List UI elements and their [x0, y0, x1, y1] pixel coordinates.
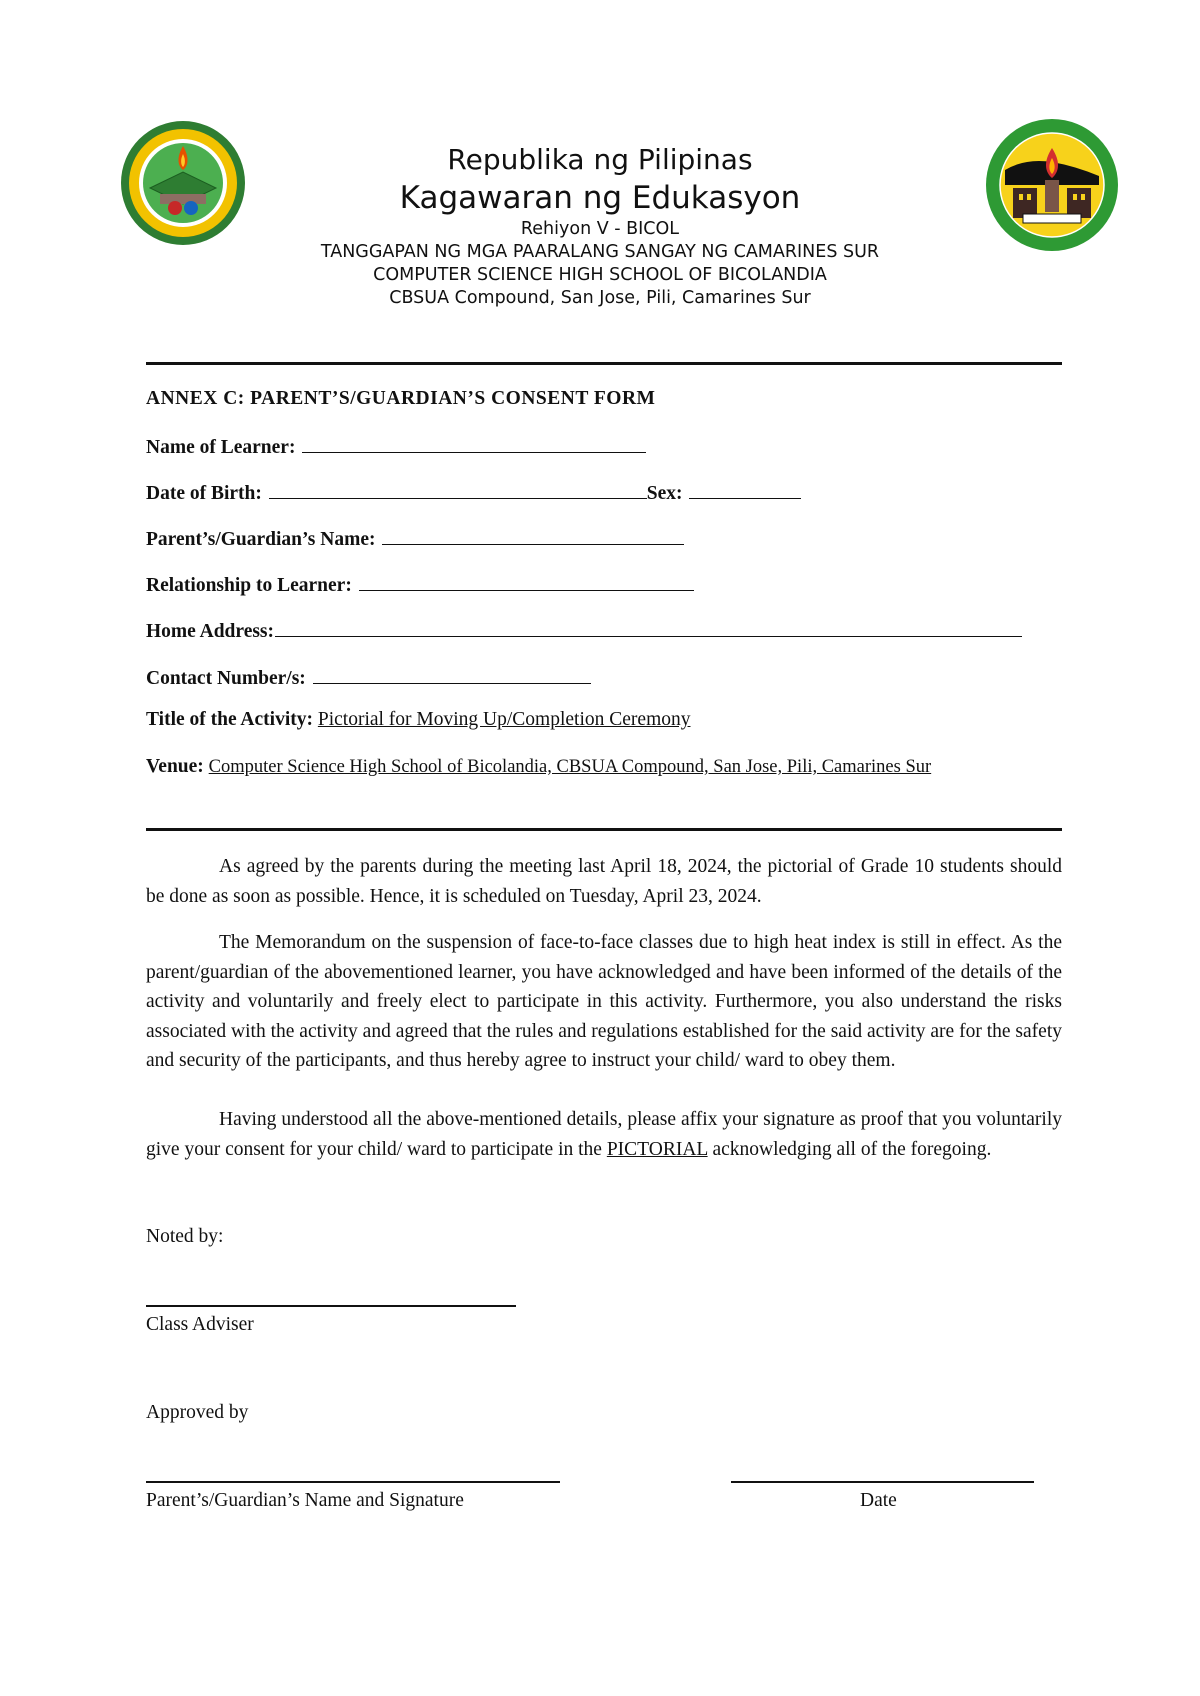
country-name: Republika ng Pilipinas — [447, 143, 753, 176]
school-seal-icon — [985, 118, 1119, 252]
school-name: COMPUTER SCIENCE HIGH SCHOOL OF BICOLANDIA — [373, 265, 827, 285]
venue-value: Computer Science High School of Bicolandia, CBSUA Compound, San Jose, Pili, Camarines Sur — [208, 757, 932, 777]
division-seal-icon — [120, 120, 246, 246]
venue-field — [146, 756, 931, 778]
header-divider — [146, 362, 1062, 365]
guardian-signature-label: Parent’s/Guardian’s Name and Signature — [146, 1490, 464, 1511]
school-address: CBSUA Compound, San Jose, Pili, Camarines Sur — [389, 288, 811, 308]
activity-value: Pictorial for Moving Up/Completion Ceremony — [317, 709, 691, 730]
department-name: Kagawaran ng Edukasyon — [399, 180, 801, 216]
guardian-signature-line[interactable] — [146, 1481, 560, 1483]
form-title: ANNEX C: PARENT’S/GUARDIAN’S CONSENT FORM — [146, 388, 656, 409]
region-name: Rehiyon V - BICOL — [520, 219, 680, 239]
date-label: Date — [860, 1490, 897, 1511]
approved-by-label: Approved by — [146, 1402, 249, 1423]
consent-text-start: Having understood all the above-mentioned details, please affix your signature as proof that you voluntarily give your consent for your child/ ward to participate in the — [146, 1109, 1062, 1160]
home-address-field — [146, 616, 1022, 643]
consent-activity-name: PICTORIAL — [606, 1138, 708, 1160]
contact-label: Contact Number/s: — [146, 668, 306, 689]
division-office-name: TANGGAPAN NG MGA PAARALANG SANGAY NG CAMARINES SUR — [320, 242, 880, 262]
class-adviser-label: Class Adviser — [146, 1314, 254, 1335]
venue-label: Venue: — [146, 756, 204, 777]
contact-field — [146, 663, 591, 690]
consent-text-end: acknowledging all of the foregoing. — [707, 1138, 992, 1160]
activity-field — [146, 709, 690, 731]
guardian-name-label: Parent’s/Guardian’s Name: — [146, 529, 376, 550]
dob-field — [146, 478, 801, 505]
paragraph-consent — [146, 1105, 1062, 1164]
relationship-field — [146, 570, 694, 597]
letterhead — [240, 142, 960, 310]
home-address-blank[interactable] — [275, 616, 1022, 637]
noted-by-label: Noted by: — [146, 1226, 224, 1247]
learner-name-field — [146, 432, 646, 459]
date-signature-line[interactable] — [731, 1481, 1034, 1483]
sex-label: Sex: — [646, 483, 683, 504]
contact-blank[interactable] — [313, 663, 591, 684]
guardian-name-field — [146, 524, 684, 551]
sex-blank[interactable] — [689, 478, 801, 499]
home-address-label: Home Address: — [146, 621, 275, 642]
activity-label: Title of the Activity: — [146, 709, 313, 730]
guardian-name-blank[interactable] — [382, 524, 684, 545]
class-adviser-signature-line[interactable] — [146, 1305, 516, 1307]
relationship-label: Relationship to Learner: — [146, 575, 352, 596]
learner-name-label: Name of Learner: — [146, 437, 296, 458]
paragraph-schedule: As agreed by the parents during the meeting last April 18, 2024, the pictorial of Grade 10 students should be done as soon as possible. Hence, it is scheduled on Tuesday, April 23, 2024. — [146, 856, 1062, 907]
fields-divider — [146, 828, 1062, 831]
dob-label: Date of Birth: — [146, 483, 262, 504]
learner-name-blank[interactable] — [302, 432, 646, 453]
dob-blank[interactable] — [269, 478, 647, 499]
relationship-blank[interactable] — [359, 570, 694, 591]
paragraph-memorandum: The Memorandum on the suspension of face-to-face classes due to high heat index is still in effect. As the parent/guardian of the abovementioned learner, you have acknowledged and have been informed of the details of the activity and voluntarily and freely elect to participate in this activity. Furthermore, you also understand the risks associated with the activity and agreed that the rules and regulations established for the said activity are for the safety and security of the participants, and thus hereby agree to instruct your child/ ward to obey them. — [146, 932, 1062, 1071]
